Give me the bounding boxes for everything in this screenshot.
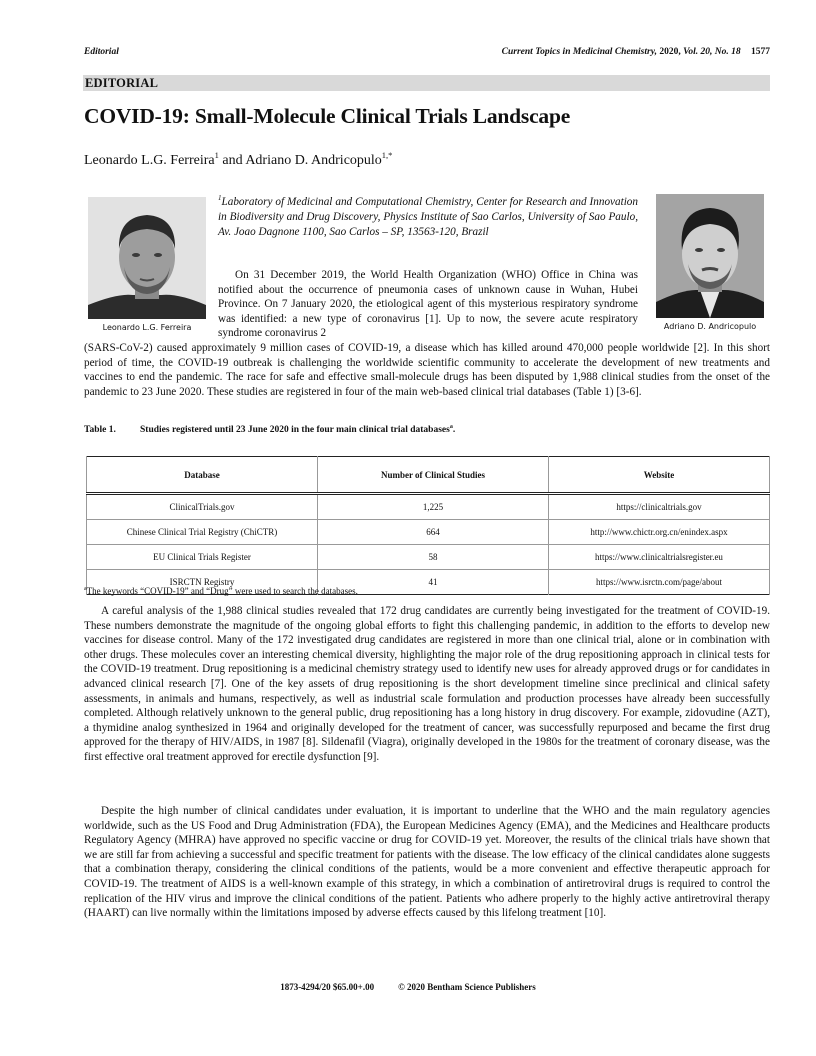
portrait-image: [656, 194, 764, 318]
count-cell: 41: [318, 570, 549, 595]
page-number: 1577: [751, 47, 770, 57]
journal-citation: [502, 47, 770, 57]
affiliation-text: Laboratory of Medicinal and Computational Chemistry, Center for Research and Innovation in Biodiversity and Drug Discovery, Physics Institute of Sao Carlos, University of Sao Paulo, Av. Joao Dagnone 1100, Sao Carlos – SP, 13563-120, Brazil: [218, 196, 638, 238]
article-type-label: Editorial: [84, 47, 119, 57]
table-caption: [84, 424, 455, 435]
table-header-row: [87, 457, 770, 494]
table-caption-text: Studies registered until 23 June 2020 in the four main clinical trial databases: [140, 425, 450, 435]
section-label: EDITORIAL: [85, 76, 159, 90]
affiliation-marker: 1: [218, 194, 222, 202]
author-list: [84, 150, 392, 169]
article-title: COVID-19: Small-Molecule Clinical Trials Landscape: [84, 104, 571, 128]
journal-name: Current Topics in Medicinal Chemistry,: [501, 47, 657, 57]
body-paragraph: Despite the high number of clinical candidates under evaluation, it is important to underline that the WHO and the main regulatory agencies worldwide, such as the US Food and Drug Administration (FDA), the European Medicines Agency (EMA), and the Medicines and Healthcare products Regulatory Agency (MHRA) have approved no specific vaccine or drug for COVID-19 yet. Moreover, the results of the clinical trials have shown that we are still far from achieving a successful and specific treatment for patients with the disease. The low efficacy of the clinical candidates alone suggests that a combination therapy, considering the clinical conditions of the patients, would be a more convenient and effective therapeutic approach for COVID-19. The treatment of AIDS is a well-known example of this strategy, in which a combination of antiretroviral drugs is required to control the replication of the HIV virus and improve the clinical conditions of the patient. Patients who adhere properly to the highly active antiretroviral therapy (HAART) can live normally within the limitations imposed by adverse effects caused by this lifelong treatment [10].: [84, 805, 770, 920]
column-header-count: Number of Clinical Studies: [318, 457, 549, 494]
intro-paragraph-continued: (SARS-CoV-2) caused approximately 9 million cases of COVID-19, a disease which has killed around 470,000 people worldwide [2]. In this short period of time, the COVID-19 outbreak is challenging the worldwide scientific community to accelerate the development of new treatments and vaccines to end the pandemic. The race for safe and effective small-molecule drugs has been disputed by 1,988 clinical studies from the onset of the pandemic to 23 June 2020. These studies are registered in four of the main web-based clinical trial databases (Table 1) [3-6].: [84, 342, 770, 398]
issn-price: 1873-4294/20 $65.00+.00: [280, 982, 375, 992]
page-footer: [0, 982, 816, 992]
running-head: [84, 47, 770, 61]
count-cell: 664: [318, 520, 549, 545]
table-row: [87, 494, 770, 520]
column-header-website: Website: [549, 457, 770, 494]
author-affiliation-marker: 1,*: [381, 150, 393, 160]
count-cell: 1,225: [318, 494, 549, 520]
count-cell: 58: [318, 545, 549, 570]
table-footnote: [84, 586, 358, 596]
table-row: [87, 545, 770, 570]
affiliation: [218, 191, 638, 240]
website-cell: http://www.chictr.org.cn/enindex.aspx: [549, 520, 770, 545]
author-affiliation-marker: 1: [214, 150, 219, 160]
author-name: Leonardo L.G. Ferreira: [84, 153, 215, 168]
journal-year: 2020,: [659, 47, 681, 57]
database-cell: ClinicalTrials.gov: [87, 494, 318, 520]
website-cell: https://www.isrctn.com/page/about: [549, 570, 770, 595]
author-photo-right: [656, 194, 764, 318]
journal-volume: Vol. 20, No. 18: [683, 47, 741, 57]
author-joiner: and: [218, 153, 246, 168]
database-cell: Chinese Clinical Trial Registry (ChiCTR): [87, 520, 318, 545]
database-cell: EU Clinical Trials Register: [87, 545, 318, 570]
copyright-notice: © 2020 Bentham Science Publishers: [398, 982, 536, 992]
website-cell: https://clinicaltrials.gov: [549, 494, 770, 520]
author-name: Adriano D. Andricopulo: [245, 153, 382, 168]
body-paragraph: A careful analysis of the 1,988 clinical studies revealed that 172 drug candidates are currently being investigated for the treatment of COVID-19. These numbers demonstrate the magnitude of the ongoing global efforts to fight this challenging pandemic, in addition to the efforts to develop new vaccines for disease control. Many of the 172 investigated drug candidates are registered in more than one clinical trial, alone or in combination with other drugs. These molecules cover an interesting chemical diversity, highlighting the major role of the drug repositioning approach in clinical tests for the COVID-19 treatment. Drug repositioning is a medicinal chemistry strategy used to identify new uses for already approved drugs or for candidates in advanced clinical research [7]. One of the key assets of drug repositioning is the short development timeline since preclinical and clinical safety assessments, in animals and humans, respectively, as well as industrial scale formulation and production processes have already been successfully completed. Although relatively unknown to the general public, drug repositioning has a long history in drug discovery. For example, zidovudine (AZT), a thymidine analog synthesized in 1964 and originally developed for the treatment of cancer, was successfully repurposed and became the first drug approved for the therapy of HIV/AIDS, in 1987 [8]. Sildenafil (Viagra), originally developed in the 1980s for the treatment of coronary disease, was the first effective oral treatment approved for erectile dysfunction [9].: [84, 605, 770, 763]
intro-paragraph-wrapped: On 31 December 2019, the World Health Organization (WHO) Office in China was notified about the occurrence of pneumonia cases of unknown cause in Wuhan, Hubei Province. On 7 January 2020, the etiological agent of this mysterious respiratory syndrome was identified: a new type of coronavirus [1]. Up to now, the severe acute respiratory syndrome coronavirus 2: [218, 269, 638, 340]
table-caption-end: .: [452, 425, 456, 435]
column-header-database: Database: [87, 457, 318, 494]
author-photo-left: [88, 197, 206, 319]
table-footnote-marker: a: [449, 424, 453, 430]
footnote-text: The keywords “COVID-19” and “Drug” were used to search the databases.: [86, 586, 358, 596]
table-row: [87, 520, 770, 545]
photo-caption-right: Adriano D. Andricopulo: [663, 322, 757, 331]
website-cell: https://www.clinicaltrialsregister.eu: [549, 545, 770, 570]
database-cell: ISRCTN Registry: [87, 570, 318, 595]
photo-caption-left: Leonardo L.G. Ferreira: [102, 323, 192, 332]
section-bar: [83, 75, 770, 91]
footnote-marker: a: [84, 586, 87, 592]
table-number: Table 1.: [84, 425, 116, 435]
portrait-image: [88, 197, 206, 319]
clinical-trials-table: [86, 456, 770, 595]
